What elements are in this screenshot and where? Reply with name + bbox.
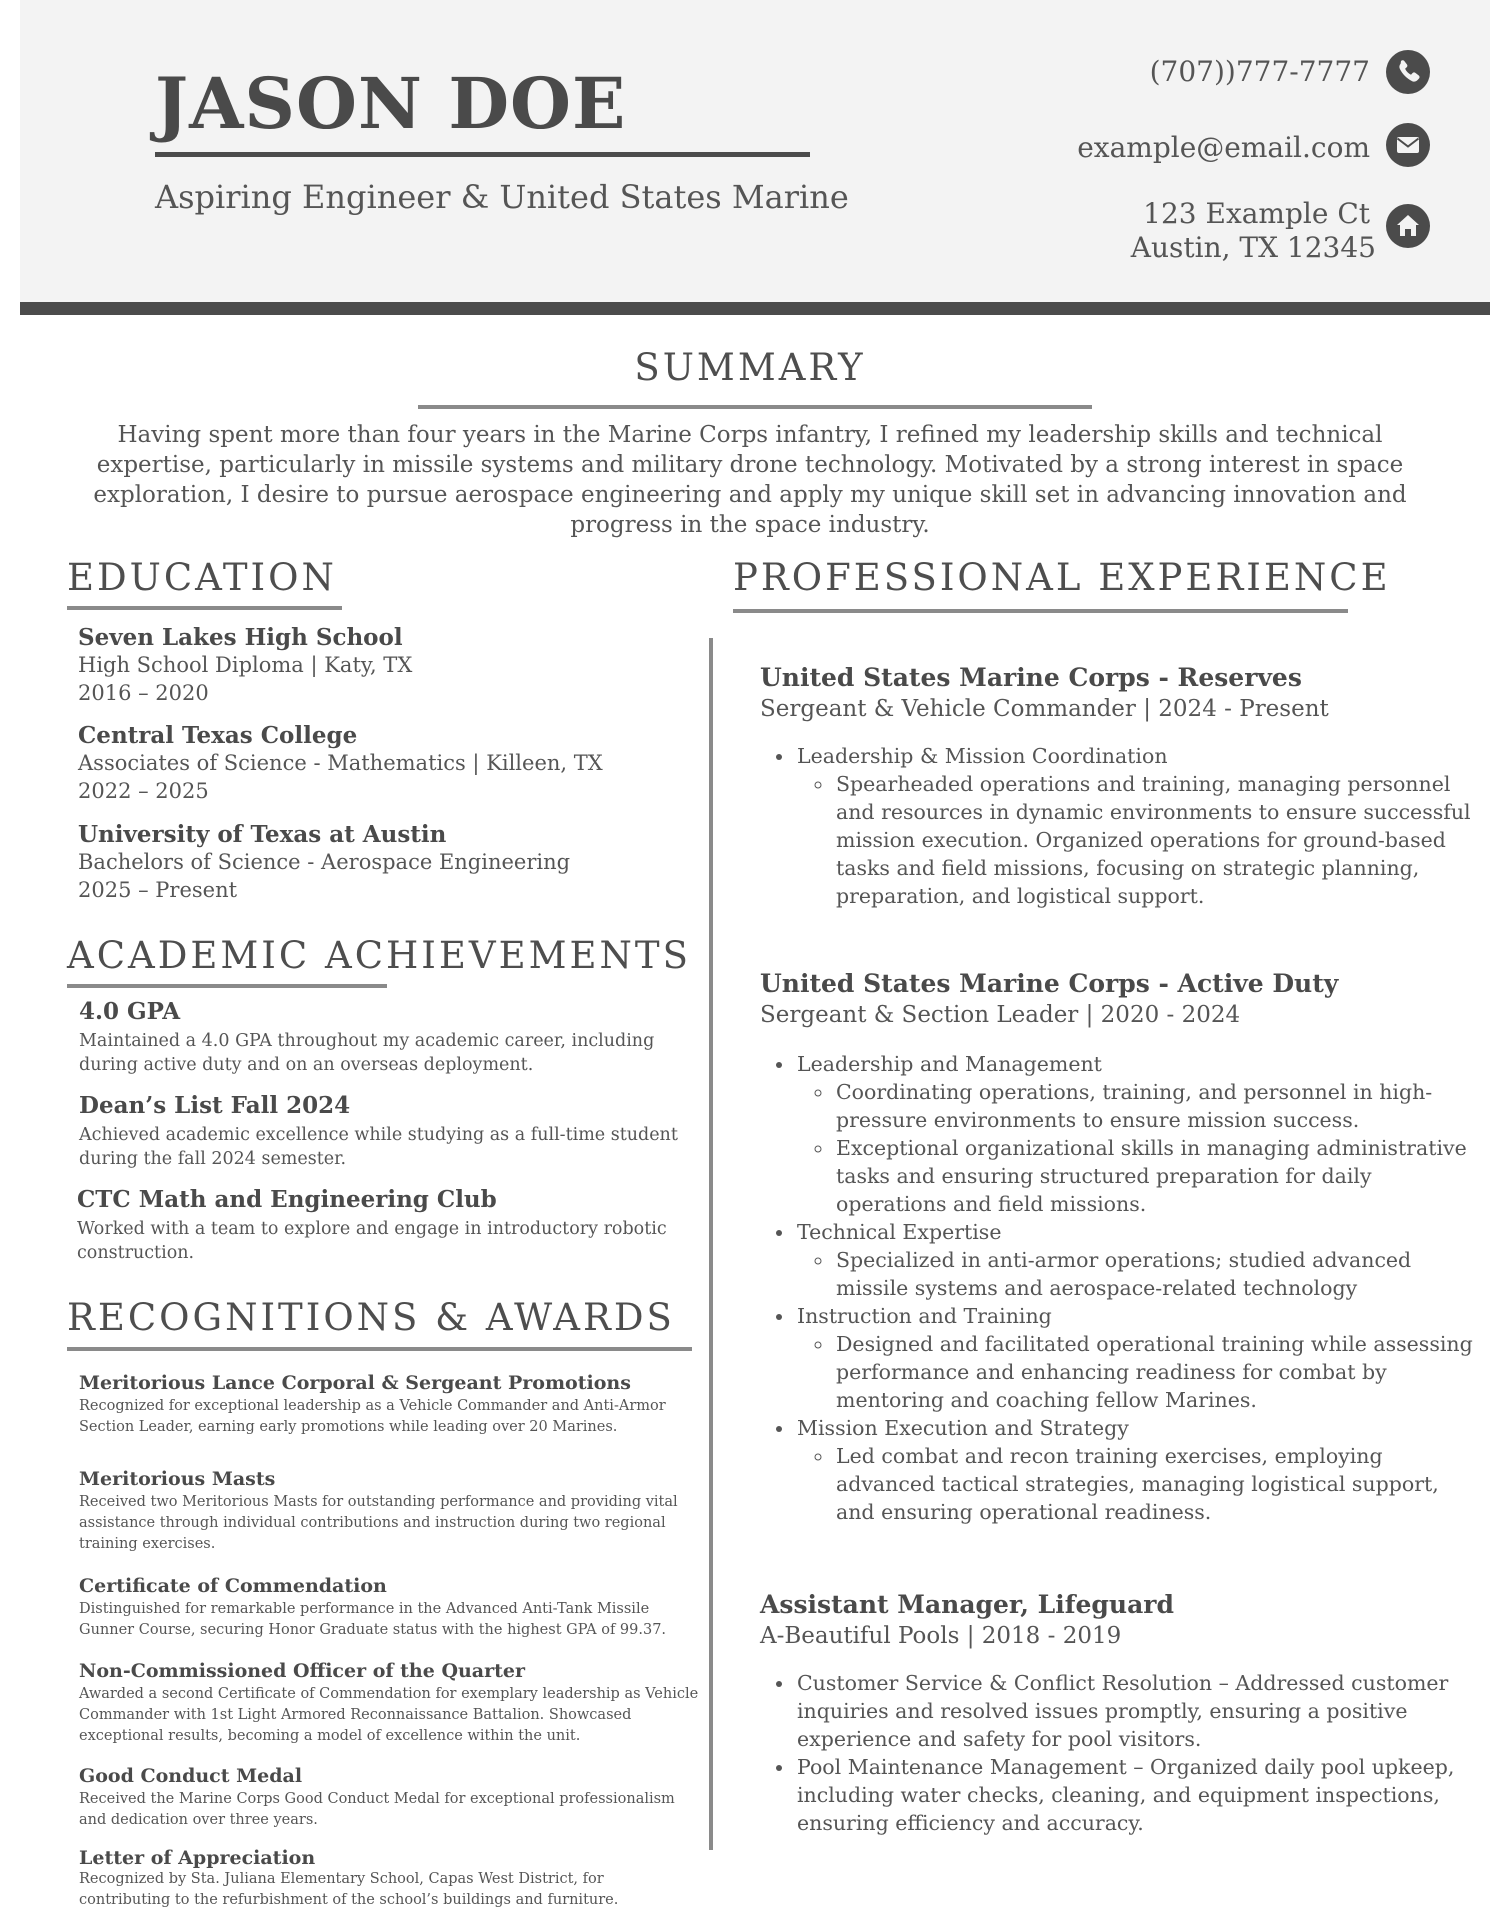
bullet-text: Mission Execution and Strategy — [797, 1416, 1129, 1440]
award-description: Received the Marine Corps Good Conduct Medal for exceptional professionalism and dedication over three years. — [79, 1791, 675, 1828]
award-title: Good Conduct Medal — [79, 1765, 303, 1787]
awards-heading: RECOGNITIONS & AWARDS — [67, 1296, 675, 1339]
school-name: University of Texas at Austin — [78, 821, 447, 848]
achievement-description: Achieved academic excellence while studying as a full-time student during the fall 2024 semester. — [79, 1125, 678, 1169]
list-item — [795, 1050, 1480, 1218]
experience-underline — [733, 609, 1348, 613]
job-bullets — [760, 1050, 1480, 1526]
email-address[interactable]: example@email.com — [1077, 131, 1370, 164]
candidate-name: JASON DOE — [155, 62, 627, 145]
home-icon — [1386, 204, 1430, 248]
achievement-title: 4.0 GPA — [79, 998, 181, 1025]
summary-underline — [418, 405, 1092, 409]
degree: Bachelors of Science - Aerospace Engineering — [78, 850, 571, 874]
address-line-1: 123 Example Ct — [1143, 197, 1370, 230]
award-description: Recognized for exceptional leadership as a Vehicle Commander and Anti-Armor Section Leader, earning early promotions while leading over 20 Marines. — [79, 1398, 666, 1435]
bullet-text: Technical Expertise — [797, 1220, 1002, 1244]
degree: Associates of Science - Mathematics | Killeen, TX — [78, 751, 603, 775]
achievement-title: CTC Math and Engineering Club — [77, 1186, 497, 1213]
experience-heading: PROFESSIONAL EXPERIENCE — [733, 556, 1391, 599]
achievements-underline — [67, 984, 387, 988]
sub-list-item: ◦ Specialized in anti-armor operations; studied advanced missile systems and aerospace-related technology — [834, 1246, 1480, 1302]
award-title: Meritorious Masts — [79, 1468, 276, 1490]
bullet-text: Instruction and Training — [797, 1304, 1052, 1328]
achievement-item — [79, 1092, 679, 1171]
sub-list-item: ◦ Coordinating operations, training, and personnel in high-pressure environments to ensure mission success. — [834, 1078, 1480, 1134]
award-item — [79, 1660, 699, 1747]
achievement-title: Dean’s List Fall 2024 — [79, 1092, 351, 1119]
job-entry — [760, 663, 1480, 910]
achievement-item — [79, 998, 679, 1077]
phone-number[interactable]: (707))777-7777 — [1149, 55, 1370, 88]
job-role: Sergeant & Section Leader | 2020 - 2024 — [760, 1002, 1241, 1028]
sub-list-item: ◦ Exceptional organizational skills in managing administrative tasks and ensuring structured preparation for daily operations and field missions. — [834, 1134, 1480, 1218]
achievement-description: Maintained a 4.0 GPA throughout my academic career, including during active duty and on an overseas deployment. — [79, 1031, 655, 1075]
phone-icon — [1386, 50, 1430, 94]
education-item — [78, 821, 570, 904]
job-bullets — [760, 1669, 1480, 1837]
degree: High School Diploma | Katy, TX — [78, 653, 413, 677]
email-icon — [1386, 123, 1430, 167]
list-item — [795, 1218, 1480, 1302]
school-name: Seven Lakes High School — [78, 624, 403, 651]
award-title: Certificate of Commendation — [79, 1575, 387, 1597]
award-item — [79, 1372, 699, 1438]
address-line-2: Austin, TX 12345 — [1130, 231, 1376, 264]
list-item — [795, 742, 1480, 910]
dates: 2022 – 2025 — [78, 779, 209, 803]
award-item — [79, 1468, 699, 1555]
job-bullets — [760, 742, 1480, 910]
award-item — [79, 1847, 699, 1911]
job-role: A-Beautiful Pools | 2018 - 2019 — [760, 1623, 1122, 1649]
award-description: Distinguished for remarkable performance in the Advanced Anti-Tank Missile Gunner Course, securing Honor Graduate status with the highest GPA of 99.37. — [79, 1601, 667, 1638]
award-title: Meritorious Lance Corporal & Sergeant Promotions — [79, 1372, 631, 1394]
award-description: Received two Meritorious Masts for outstanding performance and providing vital assistance through individual contributions and instruction during two regional training exercises. — [79, 1494, 678, 1552]
name-underline — [155, 152, 810, 157]
school-name: Central Texas College — [78, 722, 358, 749]
candidate-tagline: Aspiring Engineer & United States Marine — [155, 178, 849, 216]
award-item — [79, 1575, 699, 1641]
bullet-text: Leadership and Management — [797, 1052, 1102, 1076]
dates: 2025 – Present — [78, 878, 238, 902]
list-item: • Pool Maintenance Management – Organized daily pool upkeep, including water checks, cleaning, and equipment inspections, ensuring efficiency and accuracy. — [795, 1753, 1480, 1837]
column-divider — [709, 638, 713, 1850]
dates: 2016 – 2020 — [78, 681, 209, 705]
awards-underline — [67, 1347, 692, 1351]
education-item — [78, 722, 603, 805]
list-item — [795, 1414, 1480, 1526]
summary-heading: SUMMARY — [634, 346, 866, 389]
job-title: Assistant Manager, Lifeguard — [760, 1590, 1174, 1619]
award-title: Letter of Appreciation — [79, 1847, 316, 1869]
list-item — [795, 1302, 1480, 1414]
summary-paragraph: Having spent more than four years in the Marine Corps infantry, I refined my leadership skills and technical expertise, particularly in missile systems and military drone technology. Motivated by a strong interest in space exploration, I desire to pursue aerospace engineering and apply my unique skill set in advancing innovation and progress in the space industry. — [93, 422, 1407, 538]
award-description: Recognized by Sta. Juliana Elementary School, Capas West District, for contributing to the refurbishment of the school’s buildings and furniture. — [79, 1871, 619, 1908]
education-item — [78, 624, 412, 707]
job-title: United States Marine Corps - Reserves — [760, 663, 1302, 692]
job-role: Sergeant & Vehicle Commander | 2024 - Present — [760, 696, 1329, 722]
bullet-text: Leadership & Mission Coordination — [797, 744, 1168, 768]
award-description: Awarded a second Certificate of Commendation for exemplary leadership as Vehicle Commander with 1st Light Armored Reconnaissance Battalion. Showcased exceptional results, becoming a model of excellence within the unit. — [79, 1686, 699, 1744]
achievements-heading: ACADEMIC ACHIEVEMENTS — [67, 934, 691, 977]
award-title: Non-Commissioned Officer of the Quarter — [79, 1660, 526, 1682]
sub-list-item: ◦ Spearheaded operations and training, managing personnel and resources in dynamic environments to ensure successful mission execution. Organized operations for ground-based tasks and field missions, focusing on strategic planning, preparation, and logistical support. — [834, 770, 1480, 910]
award-item — [79, 1765, 699, 1831]
education-underline — [67, 606, 342, 610]
header-divider — [20, 302, 1490, 315]
education-heading: EDUCATION — [67, 556, 337, 599]
list-item: • Customer Service & Conflict Resolution – Addressed customer inquiries and resolved issues promptly, ensuring a positive experience and safety for pool visitors. — [795, 1669, 1480, 1753]
achievement-description: Worked with a team to explore and engage in introductory robotic construction. — [77, 1219, 667, 1263]
sub-list-item: ◦ Led combat and recon training exercises, employing advanced tactical strategies, managing logistical support, and ensuring operational readiness. — [834, 1442, 1480, 1526]
achievement-item — [77, 1186, 677, 1265]
job-entry — [760, 1590, 1480, 1837]
job-entry — [760, 969, 1480, 1526]
job-title: United States Marine Corps - Active Duty — [760, 969, 1339, 998]
sub-list-item: ◦ Designed and facilitated operational training while assessing performance and enhancing readiness for combat by mentoring and coaching fellow Marines. — [834, 1330, 1480, 1414]
